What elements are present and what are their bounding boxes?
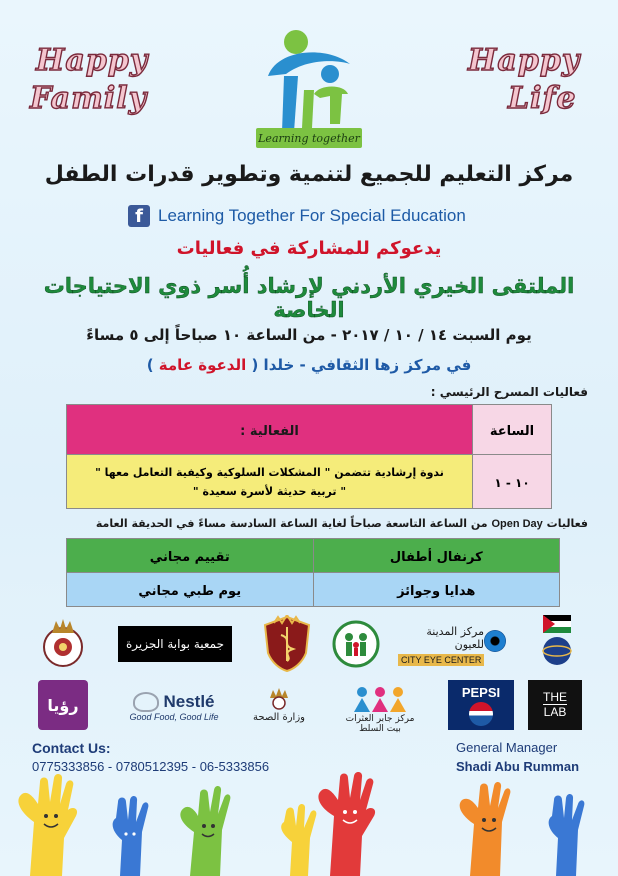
open-day-table — [66, 538, 560, 607]
slogan-left-line2: Family — [30, 81, 148, 116]
yellow-hand-icon — [18, 774, 77, 876]
event-desc-line2: " تربية حديثة لأسرة سعيدة " — [192, 484, 347, 498]
city-eye-ar: مركز المدينة للعيون — [426, 624, 484, 651]
orange-hand-icon — [460, 782, 511, 876]
open-day-heading-post: من الساعة التاسعة صباحاً لغاية الساعة السادسة مساءً في الحديقة العامة — [95, 517, 488, 530]
slogan-left-line1: Happy — [36, 43, 149, 78]
jaber-center-line1: مركز جابر العثرات — [345, 714, 415, 724]
roya-text: رؤيا — [47, 695, 79, 715]
nestle-logo — [118, 686, 230, 728]
pepsi-logo — [448, 680, 514, 730]
event-desc-line1: ندوة إرشادية تتضمن " المشكلات السلوكية وكيفية التعامل معها " — [95, 465, 444, 479]
time-value: ١٠ - ١ — [494, 476, 530, 490]
ministry-text: وزارة الصحة — [253, 711, 305, 723]
green-hand-icon — [180, 786, 230, 876]
event-title: الملتقى الخيري الأردني لإرشاد أُسر ذوي الاحتياجات الخاصة — [43, 274, 575, 322]
open-day-item-evaluation — [67, 539, 314, 573]
venue-text: في مركز زها الثقافي - خلدا ( — [251, 356, 472, 374]
slogan-happy-life — [468, 42, 598, 118]
children-figures-icon — [350, 686, 410, 714]
the-lab-logo — [528, 680, 582, 730]
yellow-hand-center-icon — [281, 804, 316, 876]
red-hand-icon — [318, 772, 375, 876]
the-lab-line2: LAB — [543, 705, 567, 719]
family-circle-icon — [331, 619, 381, 669]
flag-globe-icon — [533, 613, 581, 671]
open-day-heading-pre: فعاليات — [546, 517, 588, 530]
facebook-line[interactable] — [128, 203, 528, 229]
crown-emblem-small-icon — [266, 688, 292, 710]
eye-icon — [484, 630, 506, 652]
jordan-news-agency-logo — [532, 612, 582, 672]
contact-label: Contact Us: — [32, 740, 111, 756]
the-lab-line1: THE — [543, 690, 567, 704]
city-eye-center-logo — [398, 624, 510, 666]
venue-close: ) — [146, 356, 154, 374]
gifts-label: هدايا وجوائز — [397, 584, 476, 599]
venue-line — [20, 356, 598, 374]
main-stage-heading: فعاليات المسرح الرئيسي : — [430, 385, 588, 399]
jaber-center-logo — [338, 680, 422, 740]
logo-child-body-icon — [314, 87, 348, 125]
manager-block — [456, 740, 606, 774]
city-eye-en: CITY EYE CENTER — [398, 654, 484, 666]
open-day-item-medical — [67, 573, 314, 607]
facebook-page-name: Learning Together For Special Education — [158, 206, 466, 225]
table-row — [67, 455, 552, 509]
event-cell — [67, 455, 473, 509]
al-jazeera-association-logo — [118, 626, 232, 662]
open-day-item-gifts — [313, 573, 560, 607]
ministry-of-health-logo — [244, 682, 314, 728]
date-line: يوم السبت ١٤ / ١٠ / ٢٠١٧ - من الساعة ١٠ صباحاً إلى ٥ مساءً — [86, 326, 532, 344]
table-header-row — [67, 405, 552, 455]
logo-head-child-icon — [321, 65, 339, 83]
association-green-logo — [330, 618, 382, 670]
jaber-center-line2: بيت السلط — [359, 724, 401, 734]
center-name: مركز التعليم للجميع لتنمية وتطوير قدرات الطفل — [44, 162, 574, 187]
invite-line: يدعوكم للمشاركة في فعاليات — [176, 238, 442, 259]
pepsi-text: PEPSI — [461, 684, 501, 700]
event-header: الفعالية : — [240, 424, 299, 439]
open-day-row-2 — [67, 573, 560, 607]
pepsi-globe-icon — [469, 702, 493, 726]
time-cell — [473, 455, 552, 509]
logo-caption: Learning together — [258, 132, 360, 145]
slogan-right-line1: Happy — [468, 43, 581, 78]
nest-birds-icon — [133, 692, 159, 712]
open-day-heading-en: Open Day — [491, 518, 543, 530]
open-day-row-1 — [67, 539, 560, 573]
carnival-label: كرنفال أطفال — [389, 550, 483, 565]
manager-name: Shadi Abu Rumman — [456, 759, 580, 774]
main-stage-table — [66, 404, 552, 509]
nestle-tagline: Good Food, Good Life — [129, 712, 219, 722]
nestle-brand — [133, 692, 214, 712]
slogan-right-line2: Life — [508, 81, 577, 116]
army-medical-logo — [260, 614, 314, 674]
facebook-icon: f — [128, 205, 150, 227]
painted-hands-illustration — [0, 772, 618, 876]
nestle-text: Nestlé — [163, 692, 215, 711]
time-header: الساعة — [489, 424, 535, 439]
roya-tv-logo — [38, 680, 88, 730]
crown-emblem-icon — [38, 617, 88, 669]
logo-adult-body-icon — [282, 76, 298, 132]
contact-phones: 0775333856 - 0780512395 - 06-5333856 — [32, 759, 270, 774]
logo-head-adult-icon — [284, 30, 308, 54]
evaluation-label: تقييم مجاني — [149, 550, 230, 565]
public-invite: الدعوة عامة — [158, 356, 247, 374]
open-day-item-carnival — [313, 539, 560, 573]
contact-block — [32, 740, 332, 774]
blue-hand-left-icon — [113, 796, 149, 876]
learning-together-logo — [248, 24, 368, 150]
event-header-cell — [67, 405, 473, 455]
logo-child-leg-icon — [302, 90, 314, 128]
medical-label: يوم طبي مجاني — [138, 584, 242, 599]
jordan-emblem-logo — [36, 616, 90, 670]
medical-shield-icon — [262, 615, 312, 673]
slogan-happy-family — [30, 42, 160, 118]
al-jazeera-association-text: جمعية بوابة الجزيرة — [125, 637, 225, 651]
blue-hand-right-icon — [549, 794, 585, 876]
manager-title: General Manager — [456, 740, 558, 755]
open-day-heading — [20, 517, 588, 530]
time-header-cell — [473, 405, 552, 455]
